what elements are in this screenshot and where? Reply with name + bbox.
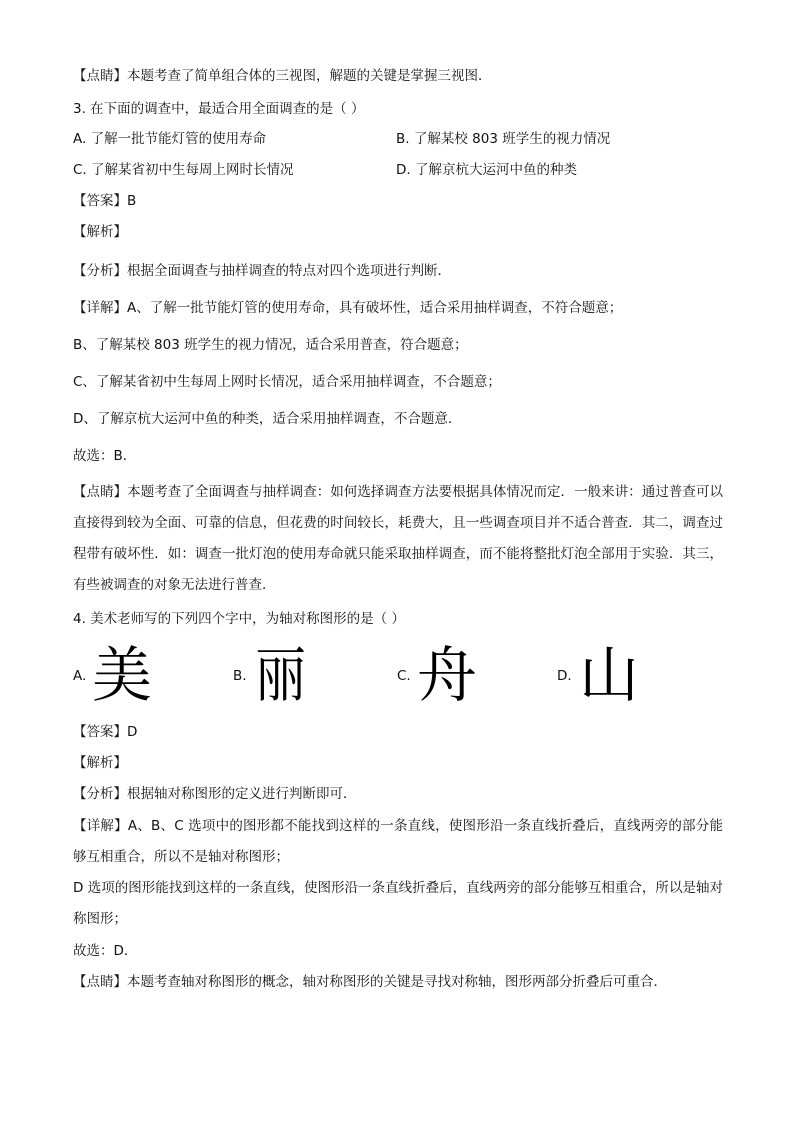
q3-jiexi: 【解析】 (73, 224, 127, 240)
q4-option-a-label: A. (73, 668, 87, 684)
q3-dianjing: 【点睛】本题考查了全面调查与抽样调查：如何选择调查方法要根据具体情况而定．一般来讲：通过普查可以直接得到较为全面、可靠的信息，但花费的时间较长，耗费大，且一些调查项目并不适合普查．其二，调查过程带有破坏性．如：调查一批灯泡的使用寿命就只能采取抽样调查，而不能将整批灯泡全部用于实验．其三，有些被调查的对象无法进行普查． (73, 484, 723, 593)
q3-answer: 【答案】B (73, 193, 137, 209)
q3-fenxi: 【分析】根据全面调查与抽样调查的特点对四个选项进行判断． (73, 263, 451, 279)
q3-option-b: B. 了解某校 803 班学生的视力情况 (396, 131, 611, 147)
q4-option-d-char: 山 (579, 641, 639, 711)
q2-dianjing: 【点睛】本题考查了简单组合体的三视图，解题的关键是掌握三视图． (73, 68, 492, 84)
q4-option-d-label: D. (557, 668, 572, 684)
q3-guxuan: 故选：B． (73, 448, 137, 464)
q3-option-d: D. 了解京杭大运河中鱼的种类 (396, 162, 577, 178)
q4-stem: 4. 美术老师写的下列四个字中，为轴对称图形的是（ ） (73, 611, 405, 627)
q3-option-c: C. 了解某省初中生每周上网时长情况 (73, 162, 294, 178)
q3-xiangjie-a: 【详解】A、了解一批节能灯管的使用寿命，具有破坏性，适合采用抽样调查，不符合题意； (73, 300, 623, 316)
q4-option-c-label: C. (397, 668, 411, 684)
q3-xiangjie-c: C、了解某省初中生每周上网时长情况，适合采用抽样调查，不合题意； (73, 374, 501, 390)
q4-option-b-char: 丽 (255, 641, 306, 711)
q4-option-a-char: 美 (92, 641, 152, 711)
q4-option-c-char: 舟 (417, 641, 477, 711)
q4-dianjing: 【点睛】本题考查轴对称图形的概念，轴对称图形的关键是寻找对称轴，图形两部分折叠后可重合． (73, 974, 667, 990)
q4-answer: 【答案】D (73, 724, 138, 740)
q4-fenxi: 【分析】根据轴对称图形的定义进行判断即可． (73, 786, 357, 802)
q3-option-a: A. 了解一批节能灯管的使用寿命 (73, 131, 267, 147)
q3-stem: 3. 在下面的调查中，最适合用全面调查的是（ ） (73, 101, 365, 117)
q4-option-b-label: B. (233, 668, 247, 684)
q4-jiexi: 【解析】 (73, 755, 127, 771)
q4-xiangjie-d: D 选项的图形能找到这样的一条直线，使图形沿一条直线折叠后，直线两旁的部分能够互相重合，所以是轴对称图形； (73, 880, 723, 927)
q4-guxuan: 故选：D． (73, 943, 138, 959)
q3-xiangjie-d: D、了解京杭大运河中鱼的种类，适合采用抽样调查，不合题意． (73, 411, 462, 427)
q3-xiangjie-b: B、了解某校 803 班学生的视力情况，适合采用普查，符合题意； (73, 337, 468, 353)
q4-xiangjie-abc: 【详解】A、B、C 选项中的图形都不能找到这样的一条直线，使图形沿一条直线折叠后，直线两旁的部分能够互相重合，所以不是轴对称图形； (73, 818, 723, 865)
